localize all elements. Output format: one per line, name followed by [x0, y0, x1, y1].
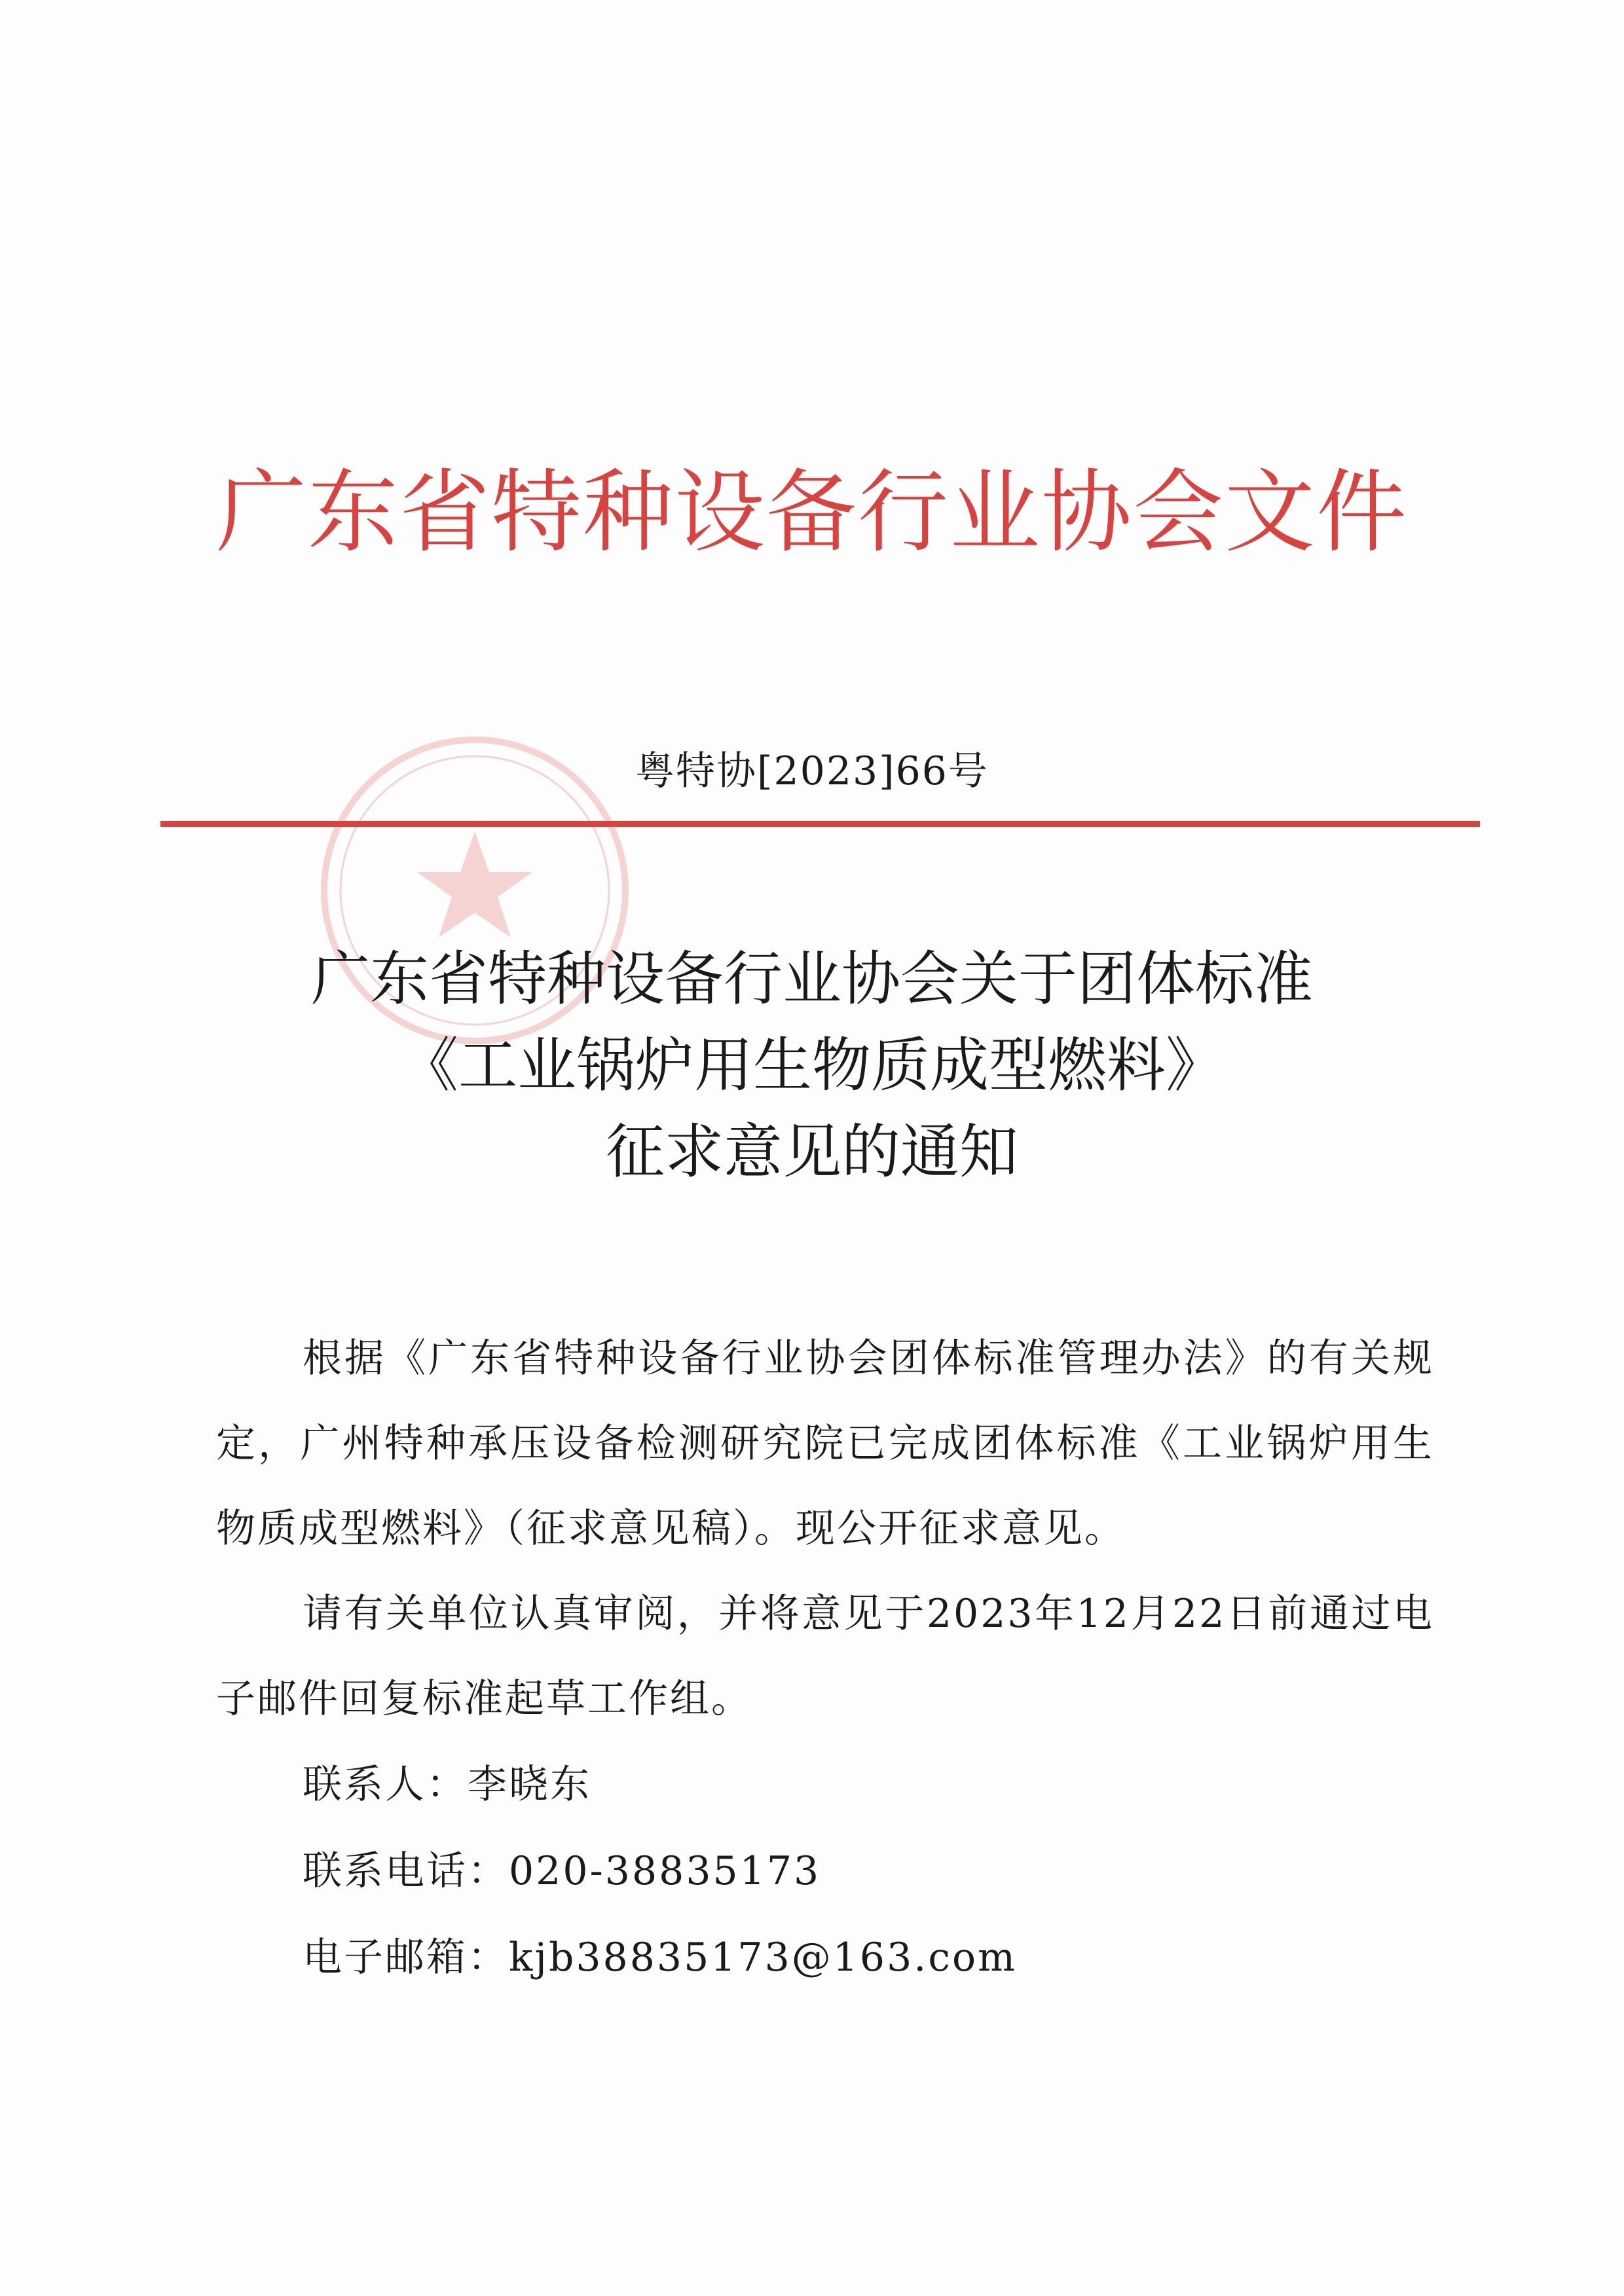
notice-title	[0, 936, 1624, 1195]
contact-phone: 联系电话：020-38835173	[303, 1848, 821, 1894]
contact-person: 联系人：李晓东	[303, 1762, 591, 1808]
body-paragraph-1: 根据《广东省特种设备行业协会团体标准管理办法》的有关规定，广州特种承压设备检测研究院已完成团体标准《工业锅炉用生物质成型燃料》（征求意见稿）。现公开征求意见。	[216, 1336, 1434, 1552]
document-number: 粤特协[2023]66号	[635, 748, 989, 794]
notice-body	[216, 1316, 1434, 1741]
notice-title-line-2: 《工业锅炉用生物质成型燃料》	[399, 1031, 1225, 1100]
header-divider	[160, 821, 1480, 827]
notice-title-line-3: 征求意见的通知	[606, 1118, 1018, 1186]
contact-block	[303, 1741, 1017, 2001]
org-header-title: 广东省特种设备行业协会文件	[215, 460, 1408, 565]
body-paragraph-2: 请有关单位认真审阅，并将意见于2023年12月22日前通过电子邮件回复标准起草工作组。	[216, 1591, 1434, 1722]
contact-email: 电子邮箱：kjb38835173@163.com	[303, 1935, 1017, 1980]
notice-title-line-1: 广东省特种设备行业协会关于团体标准	[311, 945, 1313, 1013]
